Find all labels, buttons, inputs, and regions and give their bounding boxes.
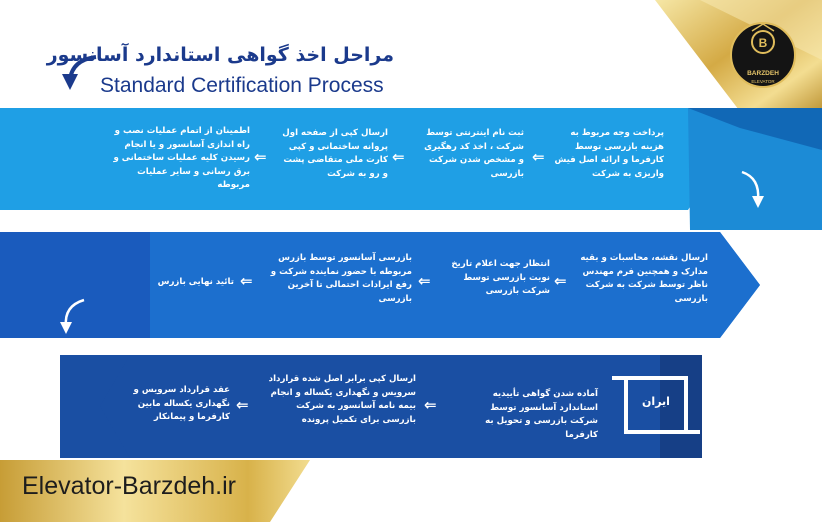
row-2-step-3: بازرسی آسانسور توسط بازرس مربوطه با حضور نماینده شرکت و رفع ایرادات احتمالی تا آخرین بازرسی — [270, 253, 412, 304]
row-1-step-2: ثبت نام اینترنتی توسط شرکت ، اخذ کد رهگیری و مشخص شدن شرکت بازرسی — [424, 128, 524, 179]
row-3-step-3: عقد قرارداد سرویس و نگهداری یکساله مابین کارفرما و پیمانکار — [133, 385, 230, 422]
row-2-arrow-1-icon: ⇐ — [554, 272, 567, 290]
row-3-arrow-1-icon: ⇐ — [424, 396, 437, 414]
title-persian: مراحل اخذ گواهی استاندارد آسانسور — [46, 44, 394, 66]
row-1-step-1: پرداخت وجه مربوط به هزینه بازرسی توسط کارفرما و ارائه اصل فیش واریزی به شرکت — [554, 128, 664, 179]
brand-logo — [731, 23, 795, 87]
row-1-step-4: اطمینان از اتمام عملیات نصب و راه اندازی آسانسور و یا انجام رسیدن کلیه عملیات ساختمانی و برق رسانی و سایر عملیات مربوطه — [113, 126, 250, 190]
row-1-arrow-2-icon: ⇐ — [392, 148, 405, 166]
brand-logo-sub: ELEVATOR — [751, 79, 775, 84]
row-2-arrow-3-icon: ⇐ — [240, 272, 253, 290]
brand-logo-name: BARZDEH — [747, 70, 779, 77]
title-english: Standard Certification Process — [100, 74, 384, 97]
row-2-step-1: ارسال نقشه، محاسبات و بقیه مدارک و همچنین فرم مهندس ناظر توسط شرکت به شرکت بازرسی — [580, 253, 708, 304]
standard-emblem-text: ايران — [642, 395, 670, 408]
row-2-step-4: تائید نهایی بازرس — [157, 277, 234, 287]
row-3-step-2: ارسال کپی برابر اصل شده قرارداد سرویس و نگهداری یکساله و انجام بیمه نامه آسانسور به شرکت بازرسی برای تکمیل پرونده — [268, 374, 416, 425]
svg-text:B: B — [758, 36, 768, 50]
row-3-arrow-2-icon: ⇐ — [236, 396, 249, 414]
row-3-step-1: آماده شدن گواهی تأییدیه استاندارد آسانسور توسط شرکت بازرسی و تحویل به کارفرما — [485, 389, 598, 440]
row-1-arrow-1-icon: ⇐ — [532, 148, 545, 166]
website-url[interactable]: Elevator-Barzdeh.ir — [22, 472, 236, 500]
row-1-arrow-3-icon: ⇐ — [254, 148, 267, 166]
row-2-arrow-2-icon: ⇐ — [418, 272, 431, 290]
row-2-step-2: انتظار جهت اعلام تاریخ نوبت بازرسی توسط شرکت بازرسی — [451, 259, 550, 296]
row-1-step-3: ارسال کپی از صفحه اول پروانه ساختمانی و کپی کارت ملی متقاضی پشت و رو به شرکت — [282, 128, 388, 179]
